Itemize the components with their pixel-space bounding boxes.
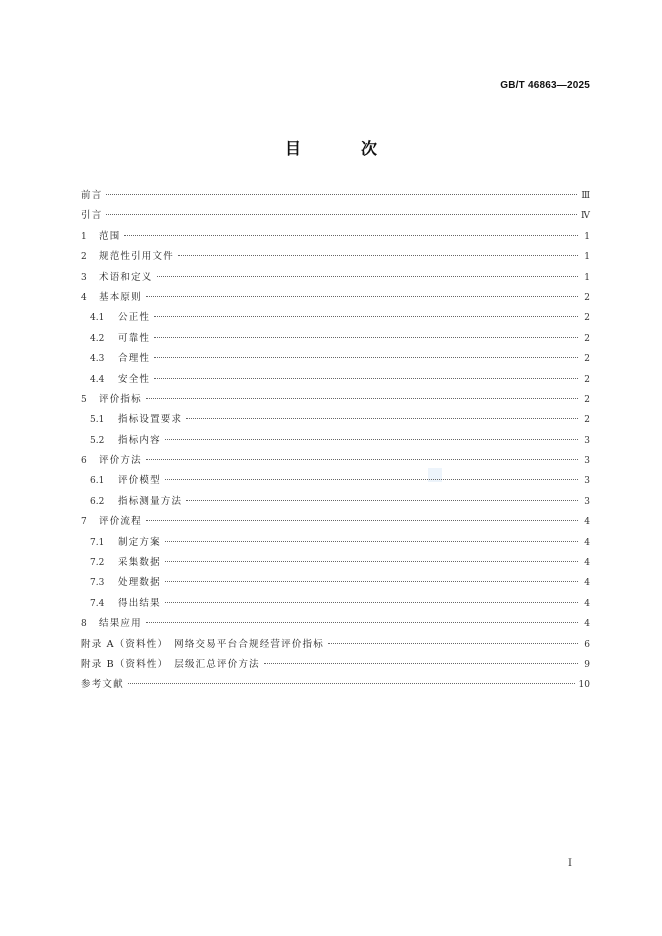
- toc-entry-number: 4.3: [90, 354, 105, 365]
- dot-leader: [106, 194, 577, 195]
- toc-entry-page: Ⅳ: [581, 211, 590, 222]
- toc-entry-page: 2: [584, 333, 590, 344]
- toc-entry-number: 6.1: [90, 476, 105, 487]
- dot-leader: [165, 602, 578, 603]
- toc-entry-page: 3: [584, 456, 590, 467]
- toc-entry[interactable]: [81, 207, 590, 227]
- toc-entry-title: 评价模型: [118, 475, 161, 487]
- toc-entry-number: 7.4: [90, 598, 105, 609]
- toc-entry-page: 3: [584, 476, 590, 487]
- page-number: I: [568, 858, 572, 869]
- dot-leader: [154, 316, 578, 317]
- toc-entry[interactable]: [81, 472, 590, 492]
- toc-entry-number: 7: [81, 517, 87, 528]
- toc-entry-title: 术语和定义: [99, 271, 153, 283]
- toc-entry-number: 8: [81, 619, 87, 630]
- toc-entry-title: 合理性: [118, 353, 151, 365]
- toc-entry[interactable]: [81, 493, 590, 513]
- toc-entry-number: 4.2: [90, 333, 105, 344]
- toc-entry-page: 2: [584, 415, 590, 426]
- dot-leader: [165, 561, 578, 562]
- toc-entry-title: 指标测量方法: [118, 495, 183, 507]
- toc-entry-page: 2: [584, 394, 590, 405]
- toc-entry-page: 4: [584, 558, 590, 569]
- table-of-contents: [81, 187, 590, 697]
- toc-entry-number: 5.1: [90, 415, 105, 426]
- toc-entry-page: 1: [584, 252, 590, 263]
- toc-entry-page: 4: [584, 537, 590, 548]
- toc-entry-title: 评价方法: [99, 455, 142, 467]
- dot-leader: [186, 500, 578, 501]
- toc-entry-title: 制定方案: [118, 536, 161, 548]
- dot-leader: [106, 214, 577, 215]
- toc-entry[interactable]: [81, 289, 590, 309]
- toc-entry-title: 范围: [99, 230, 121, 242]
- toc-entry[interactable]: [81, 228, 590, 248]
- toc-entry-title: 基本原则: [99, 291, 142, 303]
- dot-leader: [146, 622, 578, 623]
- toc-entry-title: 指标内容: [118, 434, 161, 446]
- toc-entry-page: 4: [584, 598, 590, 609]
- toc-entry-page: 9: [584, 659, 590, 670]
- toc-entry-number: 7.1: [90, 537, 105, 548]
- toc-entry-page: 3: [584, 435, 590, 446]
- toc-entry-title: 前言: [81, 190, 103, 201]
- toc-entry[interactable]: [81, 676, 590, 696]
- toc-entry-number: 7.2: [90, 558, 105, 569]
- dot-leader: [154, 337, 578, 338]
- dot-leader: [128, 683, 575, 684]
- toc-entry-title: 公正性: [118, 312, 151, 324]
- toc-entry-page: 2: [584, 354, 590, 365]
- toc-entry-title: 附录 B（资料性） 层级汇总评价方法: [81, 658, 260, 670]
- toc-entry-number: 6.2: [90, 496, 105, 507]
- toc-entry-number: 5.2: [90, 435, 105, 446]
- toc-entry-title: 附录 A（资料性） 网络交易平台合规经营评价指标: [81, 638, 324, 650]
- toc-entry-number: 3: [81, 272, 87, 283]
- toc-entry[interactable]: [81, 411, 590, 431]
- toc-entry-number: 2: [81, 252, 87, 263]
- toc-entry-title: 处理数据: [118, 577, 161, 589]
- toc-entry[interactable]: [81, 248, 590, 268]
- toc-entry[interactable]: [81, 269, 590, 289]
- toc-entry[interactable]: [81, 187, 590, 207]
- toc-entry-title: 评价指标: [99, 393, 142, 405]
- dot-leader: [165, 581, 578, 582]
- toc-entry-page: Ⅲ: [581, 191, 590, 201]
- toc-entry[interactable]: [81, 391, 590, 411]
- toc-title: 目 次: [284, 139, 399, 158]
- toc-entry[interactable]: [81, 350, 590, 370]
- toc-entry-title: 规范性引用文件: [99, 251, 174, 263]
- dot-leader: [146, 398, 578, 399]
- toc-entry-title: 安全性: [118, 373, 151, 385]
- toc-entry-page: 2: [584, 374, 590, 385]
- toc-entry-page: 10: [578, 680, 590, 691]
- toc-entry-number: 4.1: [90, 313, 105, 324]
- dot-leader: [165, 479, 578, 480]
- toc-entry[interactable]: [81, 656, 590, 676]
- toc-entry-number: 7.3: [90, 578, 105, 589]
- dot-leader: [146, 459, 578, 460]
- toc-entry-page: 4: [584, 517, 590, 528]
- dot-leader: [124, 235, 578, 236]
- toc-entry-title: 引言: [81, 210, 103, 222]
- toc-entry[interactable]: [81, 574, 590, 594]
- toc-entry-title: 评价流程: [99, 516, 142, 528]
- dot-leader: [264, 663, 578, 664]
- toc-entry-title: 指标设置要求: [118, 414, 183, 426]
- toc-entry-page: 1: [584, 231, 590, 242]
- toc-entry[interactable]: [81, 371, 590, 391]
- toc-entry-page: 2: [584, 292, 590, 303]
- toc-entry-title: 采集数据: [118, 557, 161, 569]
- toc-entry[interactable]: [81, 452, 590, 472]
- toc-entry-number: 1: [81, 231, 87, 242]
- toc-entry[interactable]: [81, 309, 590, 329]
- dot-leader: [157, 276, 578, 277]
- toc-entry[interactable]: [81, 513, 590, 533]
- toc-entry-page: 1: [584, 272, 590, 283]
- toc-entry[interactable]: [81, 615, 590, 635]
- dot-leader: [178, 255, 578, 256]
- toc-entry-number: 5: [81, 394, 87, 405]
- dot-leader: [146, 520, 578, 521]
- toc-entry[interactable]: [81, 595, 590, 615]
- toc-entry-page: 4: [584, 619, 590, 630]
- toc-entry[interactable]: [81, 330, 590, 350]
- toc-entry-number: 4.4: [90, 374, 105, 385]
- standard-number: GB/T 46863—2025: [500, 80, 590, 91]
- toc-entry-title: 得出结果: [118, 597, 161, 609]
- toc-entry-page: 2: [584, 313, 590, 324]
- toc-entry-number: 6: [81, 456, 87, 467]
- toc-entry[interactable]: [81, 534, 590, 554]
- toc-entry-title: 可靠性: [118, 332, 151, 344]
- dot-leader: [165, 541, 578, 542]
- toc-entry[interactable]: [81, 432, 590, 452]
- dot-leader: [328, 643, 578, 644]
- toc-entry-title: 参考文献: [81, 679, 124, 691]
- toc-entry-number: 4: [81, 292, 87, 303]
- toc-entry[interactable]: [81, 636, 590, 656]
- toc-entry-title: 结果应用: [99, 618, 142, 630]
- toc-entry[interactable]: [81, 554, 590, 574]
- dot-leader: [154, 378, 578, 379]
- toc-entry-page: 4: [584, 578, 590, 589]
- toc-entry-page: 6: [584, 639, 590, 650]
- toc-entry-page: 3: [584, 496, 590, 507]
- dot-leader: [154, 357, 578, 358]
- dot-leader: [146, 296, 578, 297]
- dot-leader: [186, 418, 578, 419]
- dot-leader: [165, 439, 578, 440]
